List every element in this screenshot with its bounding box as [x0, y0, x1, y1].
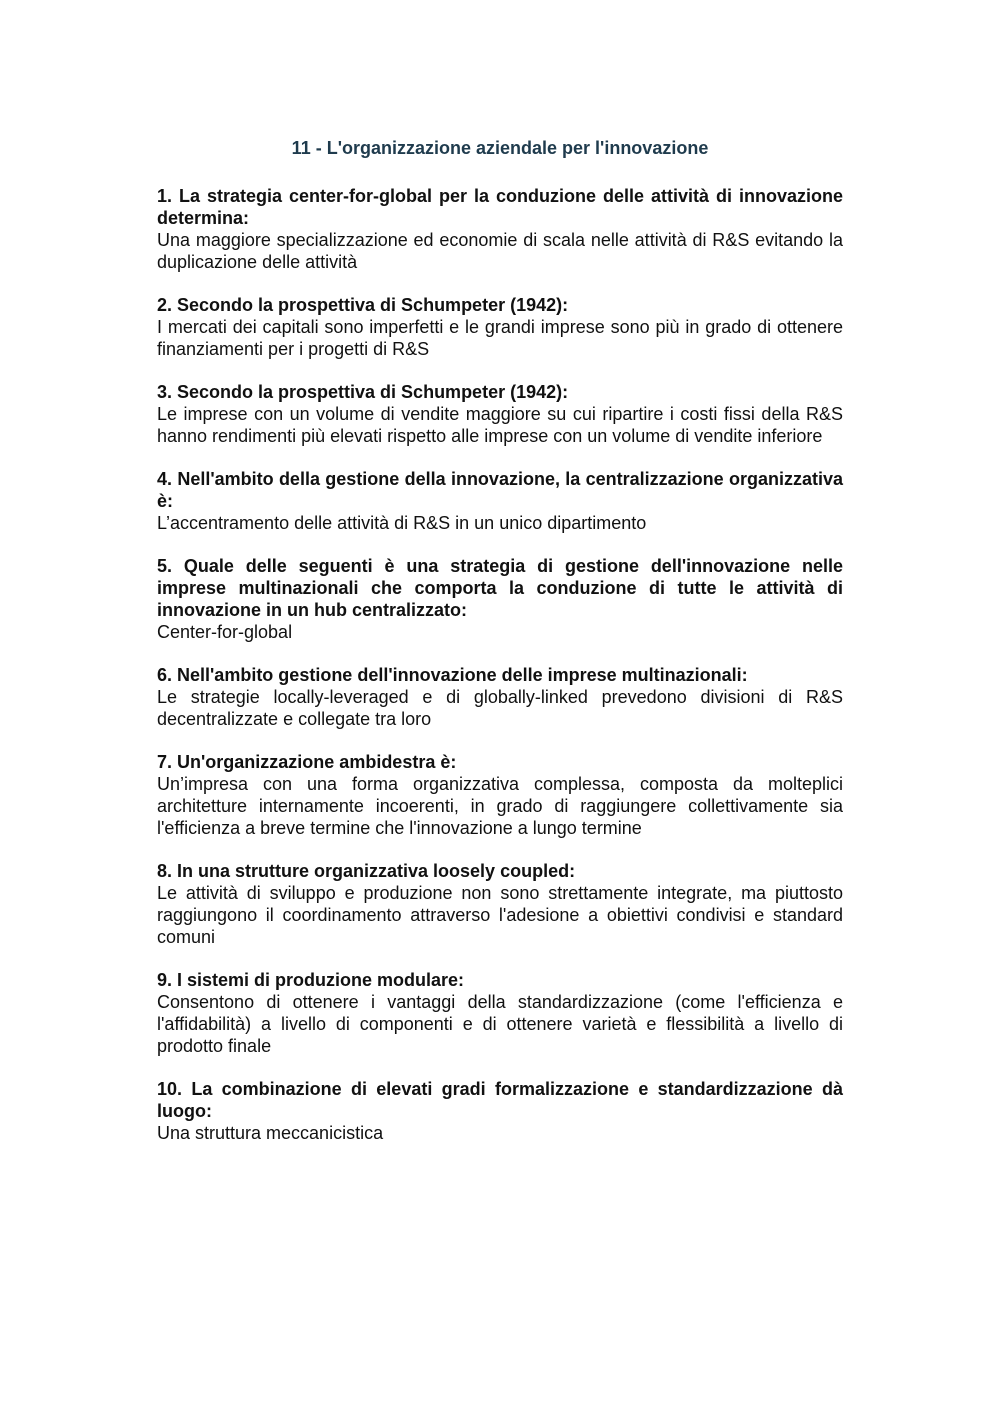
answer-text: I mercati dei capitali sono imperfetti e le grandi imprese sono più in grado di ottenere finanziamenti per i progetti di R&S — [157, 317, 843, 359]
qa-item — [157, 664, 843, 730]
qa-item — [157, 860, 843, 948]
question-text: 6. Nell'ambito gestione dell'innovazione delle imprese multinazionali: — [157, 665, 748, 685]
qa-item — [157, 468, 843, 534]
question-text: 8. In una strutture organizzativa loosely coupled: — [157, 861, 576, 881]
qa-item — [157, 555, 843, 643]
qa-item — [157, 751, 843, 839]
question-text: 2. Secondo la prospettiva di Schumpeter (1942): — [157, 295, 569, 315]
answer-text: Una maggiore specializzazione ed economie di scala nelle attività di R&S evitando la duplicazione delle attività — [157, 230, 843, 272]
document-title: 11 - L'organizzazione aziendale per l'innovazione — [291, 138, 709, 158]
qa-item — [157, 381, 843, 447]
answer-text: Le strategie locally-leveraged e di globally-linked prevedono divisioni di R&S decentralizzate e collegate tra loro — [157, 687, 843, 729]
qa-item — [157, 969, 843, 1057]
answer-text: L’accentramento delle attività di R&S in un unico dipartimento — [157, 513, 647, 533]
document-page — [157, 137, 843, 1165]
question-text: 10. La combinazione di elevati gradi formalizzazione e standardizzazione dà luogo: — [157, 1079, 843, 1121]
answer-text: Una struttura meccanicistica — [157, 1123, 384, 1143]
answer-text: Center-for-global — [157, 622, 293, 642]
answer-text: Un’impresa con una forma organizzativa complessa, composta da molteplici architetture internamente incoerenti, in grado di raggiungere collettivamente sia l'efficienza a breve termine che l'innovazione a lungo termine — [157, 774, 843, 838]
qa-item — [157, 185, 843, 273]
qa-item — [157, 1078, 843, 1144]
question-text: 3. Secondo la prospettiva di Schumpeter (1942): — [157, 382, 569, 402]
answer-text: Consentono di ottenere i vantaggi della standardizzazione (come l'efficienza e l'affidabilità) a livello di componenti e di ottenere varietà e flessibilità a livello di prodotto finale — [157, 992, 843, 1056]
question-text: 9. I sistemi di produzione modulare: — [157, 970, 465, 990]
question-text: 1. La strategia center-for-global per la conduzione delle attività di innovazione determina: — [157, 186, 843, 228]
answer-text: Le attività di sviluppo e produzione non sono strettamente integrate, ma piuttosto raggiungono il coordinamento attraverso l'adesione a obiettivi condivisi e standard comuni — [157, 883, 843, 947]
question-text: 5. Quale delle seguenti è una strategia di gestione dell'innovazione nelle imprese multinazionali che comporta la conduzione di tutte le attività di innovazione in un hub centralizzato: — [157, 556, 843, 620]
question-text: 7. Un'organizzazione ambidestra è: — [157, 752, 457, 772]
qa-item — [157, 294, 843, 360]
question-text: 4. Nell'ambito della gestione della innovazione, la centralizzazione organizzativa è: — [157, 469, 843, 511]
answer-text: Le imprese con un volume di vendite maggiore su cui ripartire i costi fissi della R&S hanno rendimenti più elevati rispetto alle imprese con un volume di vendite inferiore — [157, 404, 843, 446]
